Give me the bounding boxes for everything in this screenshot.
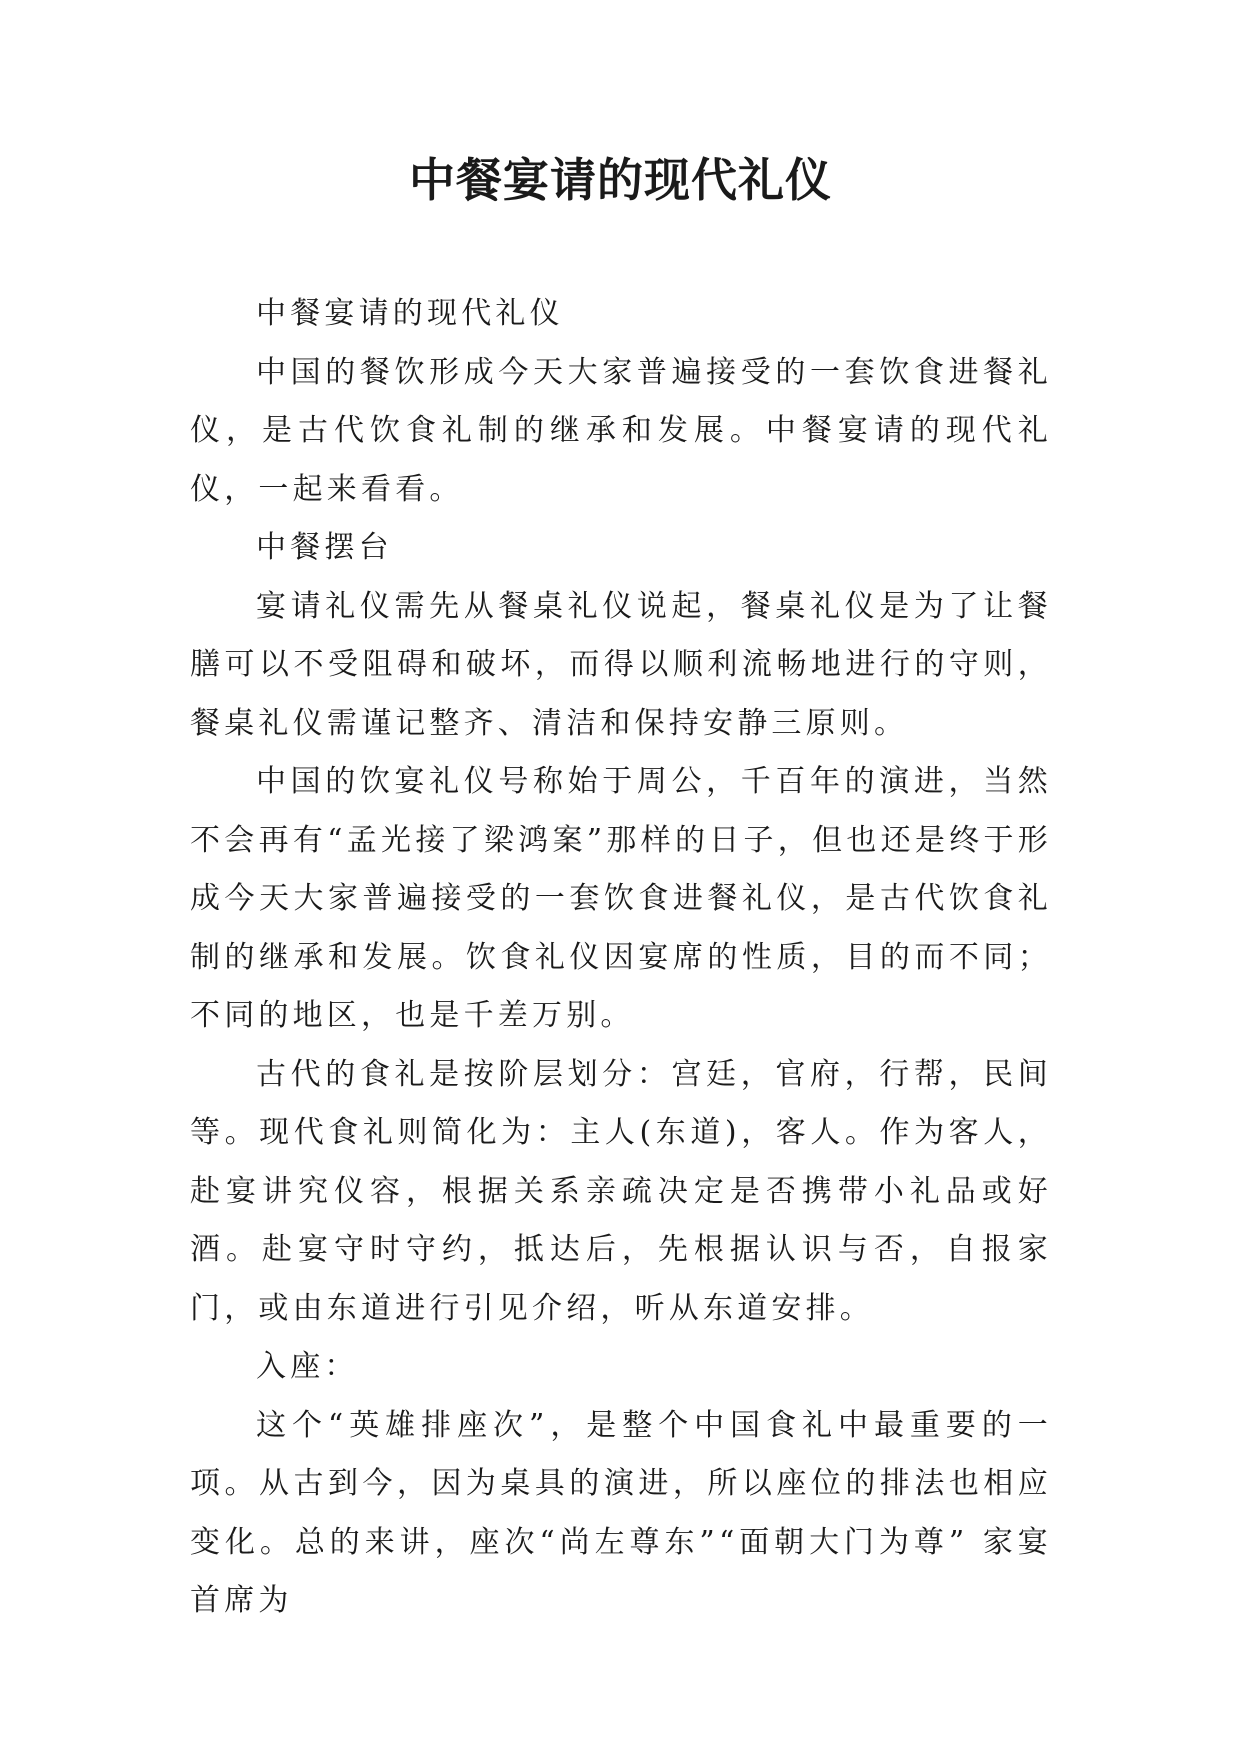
paragraph-history: 中国的饮宴礼仪号称始于周公，千百年的演进，当然不会再有“孟光接了梁鸿案”那样的日子，但也还是终于形成今天大家普遍接受的一套饮食进餐礼仪，是古代饮食礼制的继承和发展。饮食礼仪因宴席的性质，目的而不同；不同的地区，也是千差万别。 bbox=[190, 764, 1052, 1033]
paragraph-seating-order: 这个“英雄排座次”，是整个中国食礼中最重要的一项。从古到今，因为桌具的演进，所以座位的排法也相应变化。总的来讲，座次“尚左尊东”“面朝大门为尊” 家宴首席为 bbox=[190, 1407, 1052, 1618]
document-body bbox=[190, 285, 1052, 1631]
paragraph-heading-seating: 入座： bbox=[256, 1349, 359, 1384]
paragraph-intro: 中国的餐饮形成今天大家普遍接受的一套饮食进餐礼仪，是古代饮食礼制的继承和发展。中餐宴请的现代礼仪，一起来看看。 bbox=[190, 354, 1052, 507]
paragraph-subtitle: 中餐宴请的现代礼仪 bbox=[256, 296, 564, 331]
document-title: 中餐宴请的现代礼仪 bbox=[409, 153, 832, 207]
paragraph-heading-table-setting: 中餐摆台 bbox=[256, 530, 393, 565]
paragraph-ancient-rites: 古代的食礼是按阶层划分：宫廷，官府，行帮，民间等。现代食礼则简化为：主人(东道)，客人。作为客人，赴宴讲究仪容，根据关系亲疏决定是否携带小礼品或好酒。赴宴守时守约，抵达后，先根据认识与否，自报家门，或由东道进行引见介绍，听从东道安排。 bbox=[190, 1056, 1052, 1326]
paragraph-table-etiquette: 宴请礼仪需先从餐桌礼仪说起，餐桌礼仪是为了让餐膳可以不受阻碍和破坏，而得以顺利流畅地进行的守则，餐桌礼仪需谨记整齐、清洁和保持安静三原则。 bbox=[190, 588, 1052, 741]
